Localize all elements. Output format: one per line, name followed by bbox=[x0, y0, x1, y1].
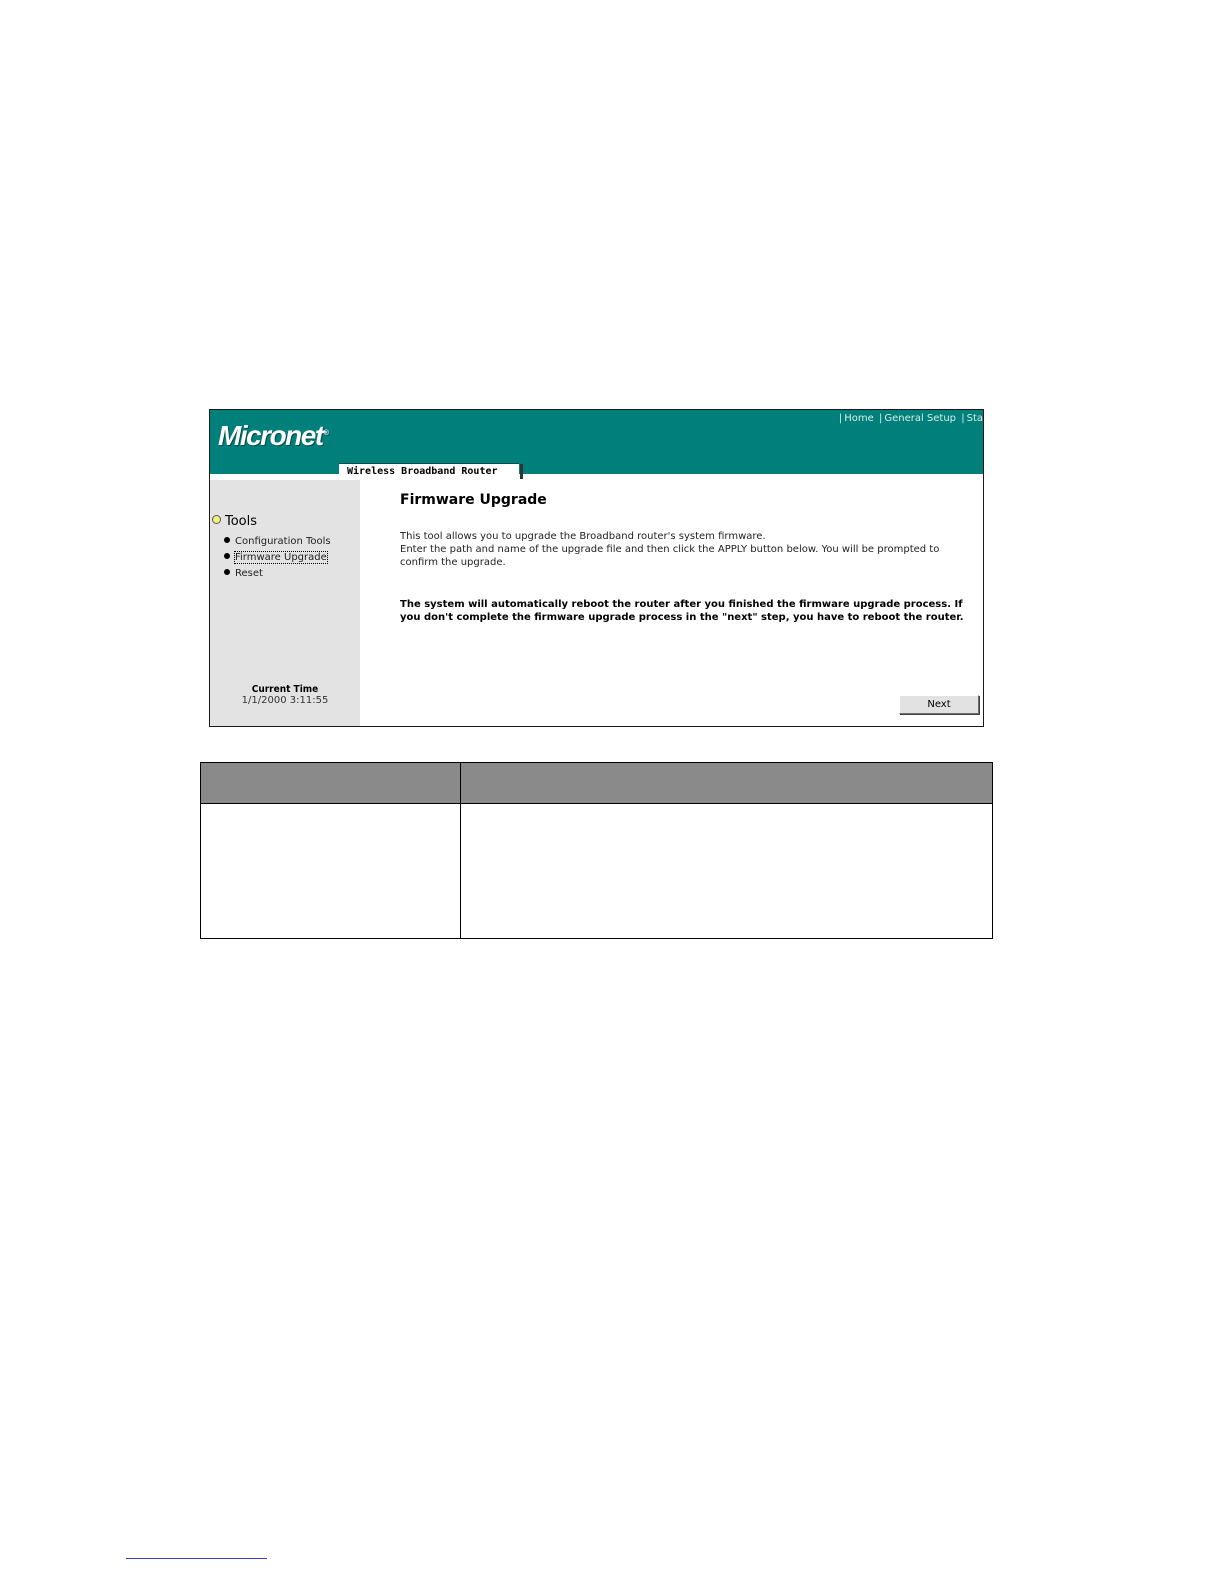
sidebar-item-reset[interactable]: Reset bbox=[224, 566, 331, 582]
footnote-separator bbox=[126, 1558, 267, 1559]
bullet-icon bbox=[224, 537, 230, 543]
table-header-cell bbox=[461, 763, 993, 804]
sidebar-item-configuration-tools[interactable]: Configuration Tools bbox=[224, 534, 331, 550]
parameter-table bbox=[200, 762, 993, 939]
description-line-1: This tool allows you to upgrade the Broadband router's system firmware. bbox=[400, 531, 766, 542]
table-header-cell bbox=[201, 763, 461, 804]
bullet-icon bbox=[224, 553, 230, 559]
table-header-row bbox=[201, 763, 993, 804]
table-cell bbox=[201, 804, 461, 939]
description-line-2: Enter the path and name of the upgrade file and then click the APPLY button below. You will be prompted to confirm the upgrade. bbox=[400, 544, 940, 568]
page-title: Firmware Upgrade bbox=[400, 492, 547, 508]
micronet-logo: Micronet® bbox=[218, 420, 329, 451]
current-time bbox=[210, 684, 360, 706]
tools-bullet-icon bbox=[212, 515, 221, 524]
top-nav: | Home | General Setup | Sta bbox=[838, 413, 983, 424]
page-description bbox=[400, 530, 970, 569]
next-button[interactable]: Next bbox=[899, 695, 979, 714]
nav-general-setup-link[interactable]: General Setup bbox=[884, 413, 957, 424]
main-content bbox=[360, 480, 983, 726]
table-cell bbox=[461, 804, 993, 939]
sidebar bbox=[210, 480, 360, 726]
sidebar-section-tools[interactable]: Tools bbox=[212, 514, 257, 529]
nav-status-link[interactable]: Sta bbox=[966, 413, 983, 424]
router-screenshot bbox=[209, 409, 984, 727]
reboot-warning: The system will automatically reboot the router after you finished the firmware upgrade process. If you don't complete the firmware upgrade process in the "next" step, you have to reboot the router. bbox=[400, 599, 964, 623]
product-name-tab: Wireless Broadband Router bbox=[339, 463, 519, 478]
current-time-value: 1/1/2000 3:11:55 bbox=[241, 695, 329, 706]
nav-home-link[interactable]: Home bbox=[844, 413, 874, 424]
sidebar-item-firmware-upgrade[interactable]: Firmware Upgrade bbox=[224, 550, 331, 566]
table-row bbox=[201, 804, 993, 939]
current-time-label: Current Time bbox=[251, 684, 319, 695]
sidebar-menu bbox=[224, 534, 331, 582]
bullet-icon bbox=[224, 569, 230, 575]
header-bar bbox=[210, 410, 983, 480]
